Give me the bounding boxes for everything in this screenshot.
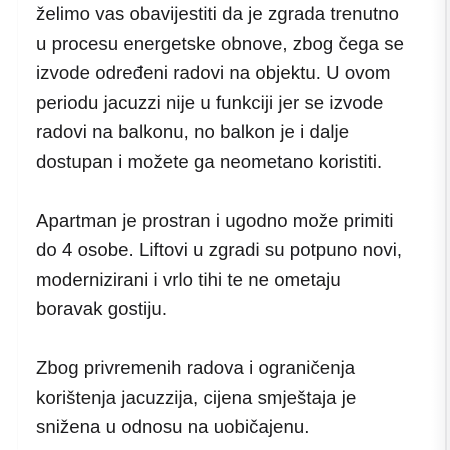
text-line: do 4 osobe. Liftovi u zgradi su potpuno novi,: [36, 239, 403, 261]
scrollbar-track[interactable]: [445, 0, 447, 450]
text-line: korištenja jacuzzija, cijena smještaja je: [36, 386, 357, 408]
paragraph-apartment-info: [36, 206, 426, 324]
text-line: želimo vas obavijestiti da je zgrada trenutno: [36, 3, 399, 24]
message-body: [36, 0, 426, 450]
text-line: izvode određeni radovi na objektu. U ovom: [36, 62, 391, 84]
paragraph-price-notice: [36, 353, 426, 442]
side-gutter: [431, 0, 450, 450]
text-line: Zbog privremenih radova i ograničenja: [36, 356, 356, 378]
paragraph-renovation-notice: [36, 0, 426, 177]
text-line: modernizirani i vrlo tihi te ne ometaju: [36, 268, 341, 290]
text-line: dostupan i možete ga neometano koristiti.: [36, 150, 383, 172]
text-line: u procesu energetske obnove, zbog čega se: [36, 32, 404, 54]
text-line: radovi na balkonu, no balkon je i dalje: [36, 121, 350, 143]
text-line: Apartman je prostran i ugodno može primiti: [36, 209, 394, 231]
text-line: periodu jacuzzi nije u funkciji jer se izvode: [36, 91, 384, 113]
text-line: boravak gostiju.: [36, 298, 168, 320]
text-line: snižena u odnosu na uobičajenu.: [36, 416, 310, 438]
